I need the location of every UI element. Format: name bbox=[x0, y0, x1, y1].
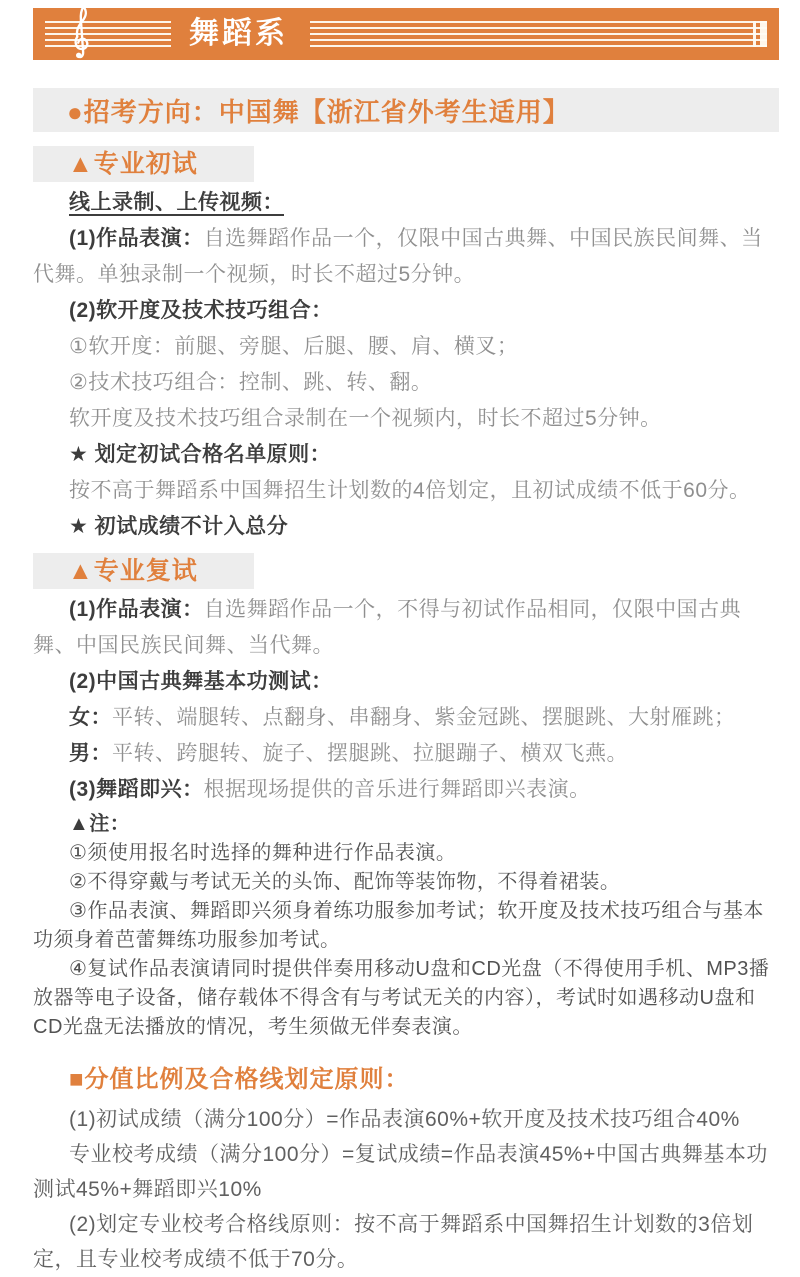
paragraph-lead: (3)舞蹈即兴： bbox=[69, 778, 204, 801]
musical-staff-left bbox=[45, 21, 171, 47]
paragraph-text: 平转、跨腿转、旋子、摆腿跳、拉腿蹦子、横双飞燕。 bbox=[112, 742, 628, 765]
paragraph-lead: (2)软开度及技术技巧组合： bbox=[69, 299, 333, 322]
scoring-section bbox=[33, 1060, 779, 1277]
admission-direction-text: ●招考方向：中国舞【浙江省外考生适用】 bbox=[67, 96, 570, 127]
paragraph bbox=[33, 772, 779, 808]
note-item: ③作品表演、舞蹈即兴须身着练功服参加考试；软开度及技术技巧组合与基本功须身着芭蕾舞练功服参加考试。 bbox=[33, 900, 764, 951]
department-header-banner bbox=[33, 8, 779, 60]
scoring-paragraph: 专业校考成绩（满分100分）=复试成绩=作品表演45%+中国古典舞基本功测试45%+舞蹈即兴10% bbox=[33, 1143, 768, 1201]
paragraph-lead: 男： bbox=[69, 742, 112, 765]
note-item: ①须使用报名时选择的舞种进行作品表演。 bbox=[69, 842, 457, 864]
preliminary-subtitle-text: 线上录制、上传视频： bbox=[69, 191, 284, 214]
admission-direction-banner bbox=[33, 88, 779, 132]
paragraph-text: 按不高于舞蹈系中国舞招生计划数的4倍划定，且初试成绩不低于60分。 bbox=[69, 479, 751, 502]
paragraph-lead: 女： bbox=[69, 706, 112, 729]
preliminary-subtitle bbox=[33, 185, 779, 221]
paragraph bbox=[33, 221, 779, 293]
paragraph-lead: (1)作品表演： bbox=[69, 598, 204, 621]
notes-label bbox=[33, 810, 779, 839]
note-item: ②不得穿戴与考试无关的头饰、配饰等装饰物，不得着裙装。 bbox=[69, 871, 621, 893]
section-label-retrial: ▲专业复试 bbox=[33, 553, 254, 589]
scoring-paragraph: (2)划定专业校考合格线原则：按不高于舞蹈系中国舞招生计划数的3倍划定，且专业校考成绩不低于70分。 bbox=[33, 1213, 754, 1271]
paragraph-text: 平转、端腿转、点翻身、串翻身、紫金冠跳、摆腿跳、大射雁跳； bbox=[112, 706, 736, 729]
final-barline-icon bbox=[749, 21, 767, 47]
paragraph bbox=[33, 509, 779, 545]
paragraph-lead: (1)作品表演： bbox=[69, 227, 204, 250]
paragraph bbox=[33, 365, 779, 401]
section-label-preliminary: ▲专业初试 bbox=[33, 146, 254, 182]
notes-label-text: ▲注： bbox=[69, 813, 131, 835]
paragraph-text: ②技术技巧组合：控制、跳、转、翻。 bbox=[69, 371, 433, 394]
paragraph-text: 根据现场提供的音乐进行舞蹈即兴表演。 bbox=[203, 778, 591, 801]
treble-clef-icon bbox=[69, 4, 95, 64]
paragraph bbox=[33, 664, 779, 700]
musical-staff-right bbox=[310, 21, 767, 47]
paragraph-lead: (2)中国古典舞基本功测试： bbox=[69, 670, 333, 693]
paragraph bbox=[33, 329, 779, 365]
paragraph bbox=[33, 293, 779, 329]
paragraph bbox=[33, 700, 779, 736]
notes-block bbox=[33, 810, 779, 1042]
paragraph-text: ①软开度：前腿、旁腿、后腿、腰、肩、横叉； bbox=[69, 335, 519, 358]
paragraph bbox=[33, 437, 779, 473]
retrial-section bbox=[33, 592, 779, 1042]
preliminary-section bbox=[33, 185, 779, 545]
paragraph bbox=[33, 592, 779, 664]
paragraph-text: 软开度及技术技巧组合录制在一个视频内，时长不超过5分钟。 bbox=[69, 407, 662, 430]
paragraph bbox=[33, 473, 779, 509]
paragraph bbox=[33, 401, 779, 437]
paragraph-lead: ★ 划定初试合格名单原则： bbox=[69, 443, 332, 466]
paragraph-text: 自选舞蹈作品一个，不得与初试作品相同，仅限中国古典舞、中国民族民间舞、当代舞。 bbox=[33, 598, 742, 657]
note-item: ④复试作品表演请同时提供伴奏用移动U盘和CD光盘（不得使用手机、MP3播放器等电子设备，储存载体不得含有与考试无关的内容），考试时如遇移动U盘和CD光盘无法播放的情况，考生须做无伴奏表演。 bbox=[33, 958, 770, 1038]
scoring-heading: ■分值比例及合格线划定原则： bbox=[69, 1066, 410, 1093]
scoring-paragraph: (1)初试成绩（满分100分）=作品表演60%+软开度及技术技巧组合40% bbox=[69, 1108, 740, 1131]
paragraph-lead: ★ 初试成绩不计入总分 bbox=[69, 515, 289, 538]
paragraph-text: 自选舞蹈作品一个，仅限中国古典舞、中国民族民间舞、当代舞。单独录制一个视频，时长不超过5分钟。 bbox=[33, 227, 763, 286]
paragraph bbox=[33, 736, 779, 772]
department-title: 舞蹈系 bbox=[189, 17, 288, 50]
